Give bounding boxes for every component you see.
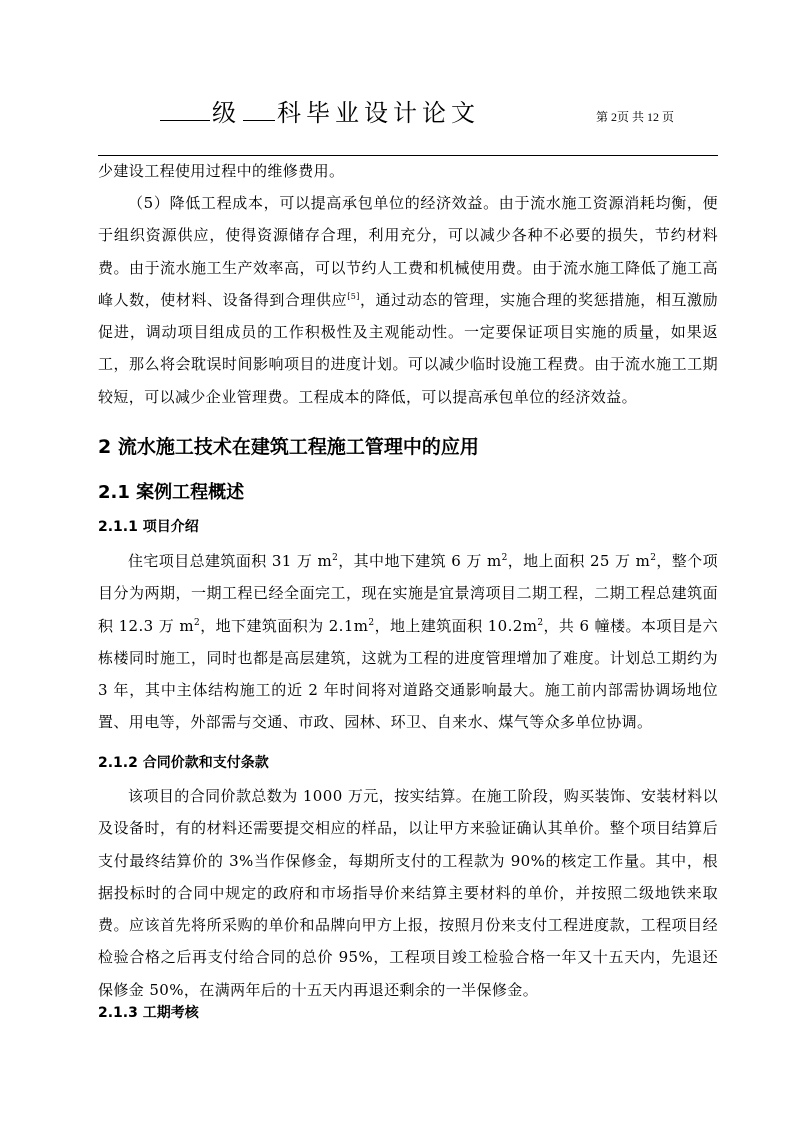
unit-superscript: 2: [194, 617, 201, 628]
paragraph-5-text-b: ，通过动态的管理，实施合理的奖惩措施，相互激励促进，调动项目组成员的工作积极性及主观能动性。一定要保证项目实施的质量，如果返工，那么将会耽误时间影响项目的进度计划。可以减少临时设施工程费。由于流水施工工期较短，可以减少企业管理费。工程成本的降低，可以提高承包单位的经济效益。: [98, 290, 719, 406]
header-title-part1: 级: [212, 99, 241, 127]
paragraph-5-text-a: （5）降低工程成本，可以提高承包单位的经济效益。由于流水施工资源消耗均衡，便于组织资源供应，使得资源储存合理，利用充分，可以减少各种不必要的损失，节约材料费。由于流水施工生产效率高，可以节约人工费和机械使用费。由于流水施工降低了施工高峰人数，使材料、设备得到合理供应: [98, 194, 718, 309]
unit-superscript: 2: [368, 617, 375, 628]
unit-superscript: 2: [332, 553, 339, 563]
project-intro-paragraph: [98, 545, 718, 739]
unit-superscript: 2: [501, 553, 508, 563]
project-intro-text: ，地上面积 25 万 m: [507, 552, 651, 570]
project-intro-text: ，整个项目分为两期，一期工程已经全面完工，现在实施是宜景湾项目二期工程，二期工程总建筑面积 12.3 万 m: [98, 552, 718, 635]
contract-paragraph: 该项目的合同价款总数为 1000 万元，按实结算。在施工阶段，购买装饰、安装材料以及设备时，有的材料还需要提交相应的样品，以让甲方来验证确认其单价。整个项目结算后支付最终结算价的 3%当作保修金，每期所支付的工程款为 90%的核定工作量。其中，根据投标时的合同中规定的政府和市场指导价来结算主要材料的单价，并按照二级地铁来取费。应该首先将所采购的单价和品牌向甲方上报，按照月份来支付工程进度款，工程项目经检验合格之后再支付给合同的总价 95%，工程项目竣工检验合格一年又十五天内，先退还保修金 50%，在满两年后的十五天内再退还剩余的一半保修金。: [98, 787, 718, 999]
project-intro-text: ，地上建筑面积 10.2m: [374, 616, 538, 635]
project-intro-text: 住宅项目总建筑面积 31 万 m: [128, 552, 333, 570]
section-2-1-1-heading: 2.1.1 项目介绍: [98, 519, 199, 535]
section-2-1-2-heading: 2.1.2 合同价款和支付条款: [98, 755, 269, 771]
unit-superscript: 2: [537, 617, 544, 628]
page-number: 第 2页 共 12 页: [596, 110, 675, 124]
citation-ref: [5]: [347, 291, 360, 301]
project-intro-text: ，地下建筑面积为 2.1m: [200, 616, 369, 635]
intro-line: 少建设工程使用过程中的维修费用。: [98, 162, 345, 180]
project-intro-text: ，共 6 幢楼。本项目是六栋楼同时施工，同时也都是高层建筑，这就为工程的进度管理增加了难度。计划总工期约为 3 年，其中主体结构施工的近 2 年时间将对道路交通影响最大。施工前内部需协调场地位置、用电等，外部需与交通、市政、园林、环卫、自来水、煤气等众多单位协调。: [98, 616, 718, 732]
grade-blank: [160, 100, 210, 121]
major-blank: [243, 100, 275, 121]
section-2-1-3-heading: 2.1.3 工期考核: [98, 1005, 199, 1021]
header-title-part2: 科毕业设计论文: [277, 99, 480, 127]
unit-superscript: 2: [650, 553, 657, 563]
header-title: [158, 96, 480, 130]
project-intro-text: ，其中地下建筑 6 万 m: [338, 552, 502, 570]
section-2-heading: 2 流水施工技术在建筑工程施工管理中的应用: [98, 436, 479, 458]
paragraph-5: [98, 187, 718, 413]
section-2-1-heading: 2.1 案例工程概述: [98, 482, 245, 503]
